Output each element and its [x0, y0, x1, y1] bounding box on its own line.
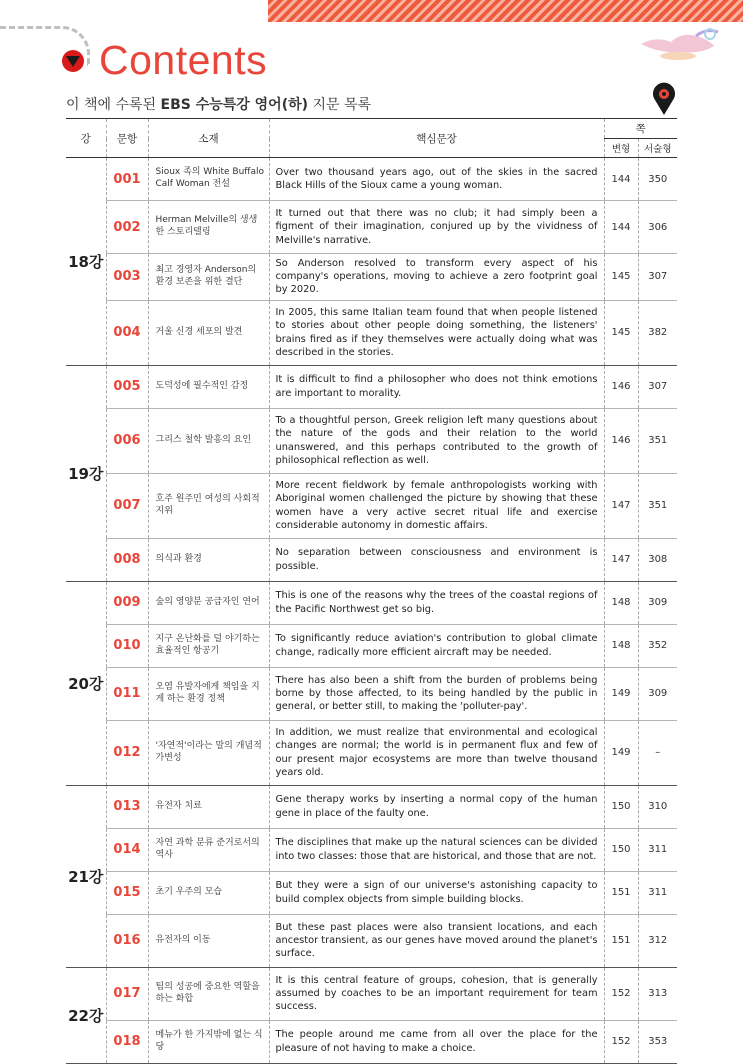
item-number: 018 [106, 1020, 148, 1063]
table-row [66, 473, 677, 538]
page-descriptive: 308 [638, 538, 677, 581]
page-title: Contents [99, 37, 268, 83]
table-row [66, 967, 677, 1020]
item-number: 002 [106, 201, 148, 254]
table-row [66, 581, 677, 624]
item-number: 008 [106, 538, 148, 581]
item-topic: 지구 온난화를 덜 야기하는 효율적인 항공기 [148, 624, 269, 667]
table-row [66, 365, 677, 408]
page-variant: 146 [604, 408, 638, 473]
item-number: 003 [106, 254, 148, 301]
item-topic: 오염 유발자에게 책임을 지게 하는 환경 정책 [148, 667, 269, 720]
item-topic: 팀의 성공에 중요한 역할을 하는 화합 [148, 967, 269, 1020]
contents-table [66, 118, 677, 1064]
item-sentence: The disciplines that make up the natural sciences can be divided into two classes: those that are historical, and those that are not. [269, 828, 604, 871]
item-topic: 유전자 치료 [148, 785, 269, 828]
item-sentence: More recent fieldwork by female anthropologists working with Aboriginal women challenged the picture by showing that these women have a very active secret ritual life and exercise considerable autonomy in domestic affairs. [269, 473, 604, 538]
item-sentence: But they were a sign of our universe's astonishing capacity to build complex objects from simple building blocks. [269, 871, 604, 914]
table-row [66, 408, 677, 473]
lesson-label: 19강 [66, 365, 106, 581]
subtitle-suffix: 지문 목록 [308, 97, 372, 113]
table-row [66, 828, 677, 871]
item-topic: 유전자의 이동 [148, 914, 269, 967]
item-number: 006 [106, 408, 148, 473]
magic-lamp-icon [636, 22, 726, 62]
item-topic: 그리스 철학 발흥의 요인 [148, 408, 269, 473]
page-variant: 150 [604, 828, 638, 871]
page-descriptive: – [638, 720, 677, 785]
page-variant: 145 [604, 254, 638, 301]
page-descriptive: 352 [638, 624, 677, 667]
item-number: 004 [106, 300, 148, 365]
item-number: 010 [106, 624, 148, 667]
item-number: 015 [106, 871, 148, 914]
item-topic: Sioux 족의 White Buffalo Calf Woman 전설 [148, 158, 269, 201]
triangle-bullet-icon [62, 50, 84, 72]
page-descriptive: 307 [638, 254, 677, 301]
page-variant: 147 [604, 473, 638, 538]
table-row [66, 720, 677, 785]
item-topic: 자연 과학 분류 준거로서의 역사 [148, 828, 269, 871]
item-number: 012 [106, 720, 148, 785]
item-number: 013 [106, 785, 148, 828]
header-page: 쪽 [604, 119, 677, 139]
page-descriptive: 350 [638, 158, 677, 201]
page-variant: 144 [604, 201, 638, 254]
table-row [66, 201, 677, 254]
item-topic: 최고 경영자 Anderson의 환경 보존을 위한 결단 [148, 254, 269, 301]
page-descriptive: 351 [638, 408, 677, 473]
item-sentence: The people around me came from all over the place for the pleasure of not having to make a choice. [269, 1020, 604, 1063]
item-sentence: Over two thousand years ago, out of the skies in the sacred Black Hills of the Sioux came a young woman. [269, 158, 604, 201]
item-sentence: So Anderson resolved to transform every aspect of his company's operations, moving to achieve a zero footprint goal by 2020. [269, 254, 604, 301]
item-topic: 거울 신경 세포의 발견 [148, 300, 269, 365]
header-topic: 소재 [148, 119, 269, 158]
page-descriptive: 306 [638, 201, 677, 254]
page-variant: 145 [604, 300, 638, 365]
item-sentence: No separation between consciousness and environment is possible. [269, 538, 604, 581]
item-sentence: In 2005, this same Italian team found that when people listened to stories about other people doing something, the listeners' brains fired as if they themselves were actually doing what was described in the stories. [269, 300, 604, 365]
item-number: 016 [106, 914, 148, 967]
page-descriptive: 309 [638, 581, 677, 624]
item-sentence: To a thoughtful person, Greek religion left many questions about the nature of the gods and their relation to the world unanswered, and this perhaps contributed to the growth of philosophical reflection as well. [269, 408, 604, 473]
item-sentence: It is difficult to find a philosopher who does not think emotions are important to morality. [269, 365, 604, 408]
table-row [66, 254, 677, 301]
page-variant: 151 [604, 914, 638, 967]
page-descriptive: 382 [638, 300, 677, 365]
item-sentence: But these past places were also transient locations, and each ancestor transient, as our genes have moved around the planet's surface. [269, 914, 604, 967]
header-page-a: 변형 [604, 139, 638, 158]
table-row [66, 1020, 677, 1063]
table-row [66, 914, 677, 967]
page-descriptive: 311 [638, 871, 677, 914]
item-topic: 호주 원주민 여성의 사회적 지위 [148, 473, 269, 538]
page-subtitle [66, 94, 371, 114]
table-row [66, 785, 677, 828]
item-sentence: There has also been a shift from the burden of problems being borne by those affected, to its being handled by the public in general, or better still, to making the 'polluter-pay'. [269, 667, 604, 720]
item-sentence: It turned out that there was no club; it had simply been a figment of their imagination, conjured up by the vividness of Melville's narrative. [269, 201, 604, 254]
page-variant: 144 [604, 158, 638, 201]
header-lesson: 강 [66, 119, 106, 158]
table-row [66, 300, 677, 365]
page-variant: 149 [604, 720, 638, 785]
lesson-label: 21강 [66, 785, 106, 967]
page-descriptive: 353 [638, 1020, 677, 1063]
page-variant: 148 [604, 624, 638, 667]
table-row [66, 871, 677, 914]
header-item: 문항 [106, 119, 148, 158]
page-descriptive: 307 [638, 365, 677, 408]
item-topic: 초기 우주의 모습 [148, 871, 269, 914]
top-decorative-stripe [268, 0, 743, 22]
page-descriptive: 310 [638, 785, 677, 828]
item-topic: 의식과 환경 [148, 538, 269, 581]
item-topic: 도덕성에 필수적인 감정 [148, 365, 269, 408]
item-sentence: Gene therapy works by inserting a normal copy of the human gene in place of the faulty one. [269, 785, 604, 828]
item-sentence: This is one of the reasons why the trees of the coastal regions of the Pacific Northwest get so big. [269, 581, 604, 624]
table-row [66, 667, 677, 720]
page-descriptive: 312 [638, 914, 677, 967]
page-variant: 151 [604, 871, 638, 914]
page-variant: 147 [604, 538, 638, 581]
header-sentence: 핵심문장 [269, 119, 604, 158]
item-number: 005 [106, 365, 148, 408]
item-number: 014 [106, 828, 148, 871]
item-number: 017 [106, 967, 148, 1020]
lesson-label: 20강 [66, 581, 106, 785]
item-number: 001 [106, 158, 148, 201]
page-variant: 146 [604, 365, 638, 408]
lesson-label: 18강 [66, 158, 106, 366]
page-descriptive: 351 [638, 473, 677, 538]
location-pin-icon [652, 82, 676, 116]
item-sentence: To significantly reduce aviation's contribution to global climate change, radically more efficient aircraft may be needed. [269, 624, 604, 667]
page-descriptive: 311 [638, 828, 677, 871]
item-sentence: It is this central feature of groups, cohesion, that is generally assumed by coaches to be an important requirement for team success. [269, 967, 604, 1020]
header-page-b: 서술형 [638, 139, 677, 158]
item-topic: '자연적'이라는 말의 개념적 가변성 [148, 720, 269, 785]
page-variant: 149 [604, 667, 638, 720]
item-number: 011 [106, 667, 148, 720]
item-topic: 메뉴가 한 가지밖에 없는 식당 [148, 1020, 269, 1063]
page-descriptive: 309 [638, 667, 677, 720]
table-row [66, 624, 677, 667]
table-row [66, 158, 677, 201]
page-variant: 152 [604, 967, 638, 1020]
item-topic: 숲의 영양분 공급자인 연어 [148, 581, 269, 624]
table-row [66, 538, 677, 581]
lesson-label: 22강 [66, 967, 106, 1063]
page-variant: 152 [604, 1020, 638, 1063]
subtitle-book-name: EBS 수능특강 영어(하) [160, 97, 309, 113]
item-number: 007 [106, 473, 148, 538]
subtitle-prefix: 이 책에 수록된 [66, 97, 161, 113]
page-variant: 150 [604, 785, 638, 828]
item-number: 009 [106, 581, 148, 624]
page-variant: 148 [604, 581, 638, 624]
page-descriptive: 313 [638, 967, 677, 1020]
item-sentence: In addition, we must realize that environmental and ecological changes are normal; the world is in permanent flux and few of our present major ecosystems are more than twelve thousand years old. [269, 720, 604, 785]
item-topic: Herman Melville의 생생한 스토리텔링 [148, 201, 269, 254]
